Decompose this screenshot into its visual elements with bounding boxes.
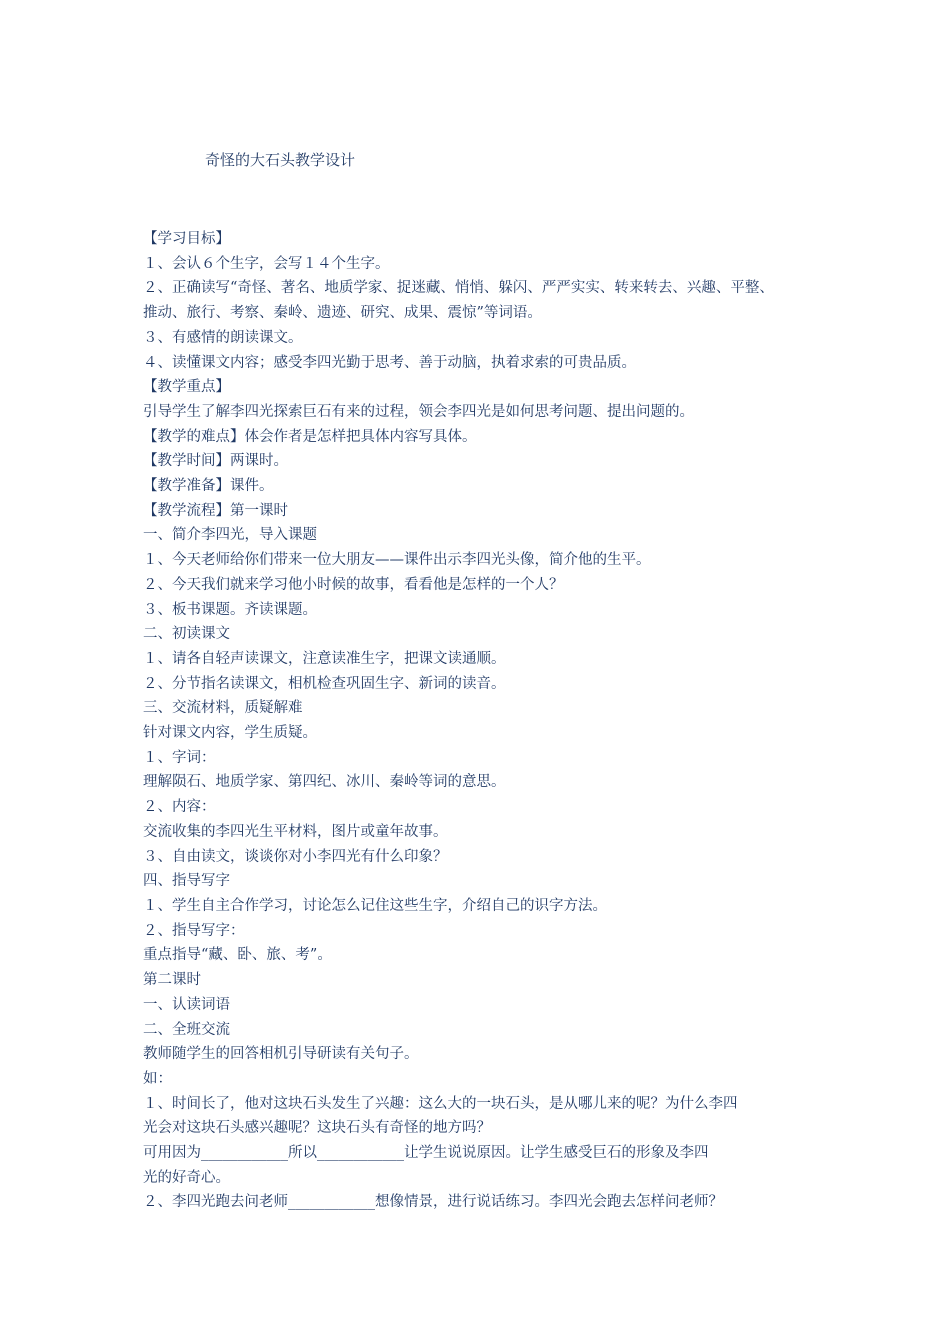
text-line: ２、分节指名读课文，相机检查巩固生字、新词的读音。	[143, 675, 506, 692]
document-title: 奇怪的大石头教学设计	[205, 151, 356, 169]
text-line: ２、指导写字：	[143, 922, 245, 939]
section-heading: 第二课时	[143, 972, 201, 989]
text-line: ２、正确读写“奇怪、著名、地质学家、捉迷藏、悄悄、躲闪、严严实实、转来转去、兴趣、平整、	[143, 280, 774, 297]
text-line: 【教学的难点】体会作者是怎样把具体内容写具体。	[143, 428, 477, 445]
text-line: 可用因为____________所以____________让学生说说原因。让学生感受巨石的形象及李四	[143, 1145, 709, 1162]
text-line: 光会对这块石头感兴趣呢？这块石头有奇怪的地方吗？	[143, 1120, 491, 1137]
text-line: 理解陨石、地质学家、第四纪、冰川、秦岭等词的意思。	[143, 774, 506, 791]
text-line: 推动、旅行、考察、秦岭、遗迹、研究、成果、震惊”等词语。	[143, 305, 542, 322]
section-heading: 二、全班交流	[143, 1021, 230, 1038]
text-line: 如：	[143, 1070, 172, 1087]
text-line: ３、自由读文，谈谈你对小李四光有什么印象？	[143, 848, 448, 865]
text-line: ３、有感情的朗读课文。	[143, 329, 303, 346]
text-line: 引导学生了解李四光探索巨石有来的过程，领会李四光是如何思考问题、提出问题的。	[143, 403, 694, 420]
text-line: 【教学准备】课件。	[143, 478, 274, 495]
text-line: ２、今天我们就来学习他小时候的故事，看看他是怎样的一个人？	[143, 576, 564, 593]
section-heading: 二、初读课文	[143, 626, 230, 643]
section-heading: 三、交流材料，质疑解难	[143, 700, 303, 717]
section-heading: 一、认读词语	[143, 996, 230, 1013]
text-line: 重点指导“藏、卧、旅、考”。	[143, 947, 332, 964]
text-line: 教师随学生的回答相机引导研读有关句子。	[143, 1046, 419, 1063]
section-heading: 一、简介李四光，导入课题	[143, 527, 317, 544]
text-line: 针对课文内容，学生质疑。	[143, 725, 317, 742]
text-line: 交流收集的李四光生平材料，图片或童年故事。	[143, 823, 448, 840]
text-line: 【教学时间】两课时。	[143, 453, 288, 470]
text-line: ３、板书课题。齐读课题。	[143, 601, 317, 618]
text-line: １、请各自轻声读课文，注意读准生字，把课文读通顺。	[143, 650, 506, 667]
section-heading: 四、指导写字	[143, 873, 230, 890]
text-line: ２、内容：	[143, 799, 216, 816]
text-line: １、会认６个生字，会写１４个生字。	[143, 255, 390, 272]
text-line: ２、李四光跑去问老师____________想像情景，进行说话练习。李四光会跑去怎样问老师？	[143, 1194, 723, 1211]
text-line: １、时间长了，他对这块石头发生了兴趣：这么大的一块石头，是从哪儿来的呢？为什么李四	[143, 1095, 738, 1112]
text-line: 【教学流程】第一课时	[143, 502, 288, 519]
document-body	[143, 227, 815, 1215]
text-line: １、学生自主合作学习，讨论怎么记住这些生字，介绍自己的识字方法。	[143, 897, 607, 914]
section-heading: 【学习目标】	[143, 231, 230, 247]
text-line: ４、读懂课文内容；感受李四光勤于思考、善于动脑，执着求索的可贵品质。	[143, 354, 636, 371]
text-line: １、今天老师给你们带来一位大朋友——课件出示李四光头像，简介他的生平。	[143, 552, 651, 569]
text-line: １、字词：	[143, 749, 216, 766]
section-heading: 【教学重点】	[143, 379, 230, 396]
text-line: 光的好奇心。	[143, 1169, 230, 1186]
